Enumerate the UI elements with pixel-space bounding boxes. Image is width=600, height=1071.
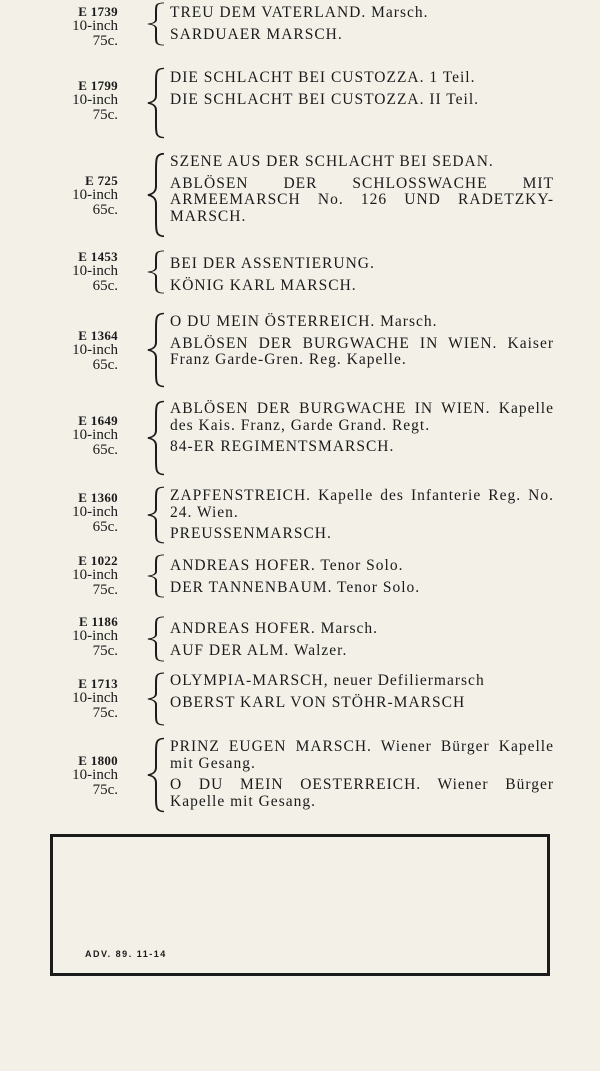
- record-number: E 1649: [78, 413, 118, 428]
- title-side-b: 84-ER REGIMENTSMARSCH.: [170, 438, 395, 455]
- record-titles: [170, 739, 554, 810]
- title-side-b: OBERST KARL VON STÖHR-MARSCH: [170, 693, 466, 711]
- record-number: E 1453: [78, 249, 118, 264]
- record-titles: [170, 488, 554, 543]
- record-number: E 1739: [78, 4, 118, 19]
- record-number: E 1360: [78, 490, 118, 505]
- title-side-a: PRINZ EUGEN MARSCH. Wiener Bürger Kapelle mit Gesang.: [170, 738, 554, 772]
- record-price: 65c.: [92, 357, 118, 373]
- record-info: [46, 753, 118, 798]
- advertisement-code: ADV. 89. 11-14: [85, 949, 167, 959]
- brace: [142, 672, 168, 726]
- record-info: [46, 614, 118, 659]
- brace: [142, 737, 168, 813]
- title-side-a: ANDREAS HOFER. Tenor Solo.: [170, 557, 404, 574]
- record-titles: [170, 256, 554, 294]
- title-side-a: O DU MEIN ÖSTERREICH. Marsch.: [170, 313, 438, 330]
- record-size: 10-inch: [72, 504, 118, 520]
- record-size: 10-inch: [72, 92, 118, 108]
- record-price: 75c.: [92, 107, 118, 123]
- record-titles: [170, 621, 554, 659]
- record-price: 75c.: [92, 33, 118, 49]
- record-size: 10-inch: [72, 187, 118, 203]
- brace: [142, 616, 168, 662]
- record-size: 10-inch: [72, 628, 118, 644]
- record-number: E 725: [85, 173, 118, 188]
- record-number: E 1799: [78, 78, 118, 93]
- record-size: 10-inch: [72, 18, 118, 34]
- record-price: 75c.: [92, 643, 118, 659]
- record-info: [46, 676, 118, 721]
- title-side-b: ABLÖSEN DER SCHLOSSWACHE MIT ARMEEMARSCH No. 126 UND RADETZKY-MARSCH.: [170, 174, 554, 225]
- record-number: E 1800: [78, 753, 118, 768]
- record-price: 65c.: [92, 519, 118, 535]
- title-side-a: TREU DEM VATERLAND. Marsch.: [170, 4, 429, 21]
- record-size: 10-inch: [72, 690, 118, 706]
- record-price: 65c.: [92, 278, 118, 294]
- record-titles: [170, 401, 554, 456]
- title-side-b: DIE SCHLACHT BEI CUSTOZZA. II Teil.: [170, 90, 480, 108]
- title-side-b: SARDUAER MARSCH.: [170, 25, 343, 43]
- title-side-b: PREUSSENMARSCH.: [170, 525, 332, 542]
- record-price: 65c.: [92, 202, 118, 218]
- record-info: [46, 413, 118, 458]
- brace: [142, 486, 168, 544]
- record-info: [46, 78, 118, 123]
- brace: [142, 152, 168, 238]
- title-side-b: ABLÖSEN DER BURGWACHE IN WIEN. Kaiser Franz Garde-Gren. Reg. Kapelle.: [170, 334, 554, 368]
- record-titles: [170, 314, 554, 369]
- record-size: 10-inch: [72, 342, 118, 358]
- record-price: 75c.: [92, 582, 118, 598]
- record-size: 10-inch: [72, 567, 118, 583]
- record-price: 75c.: [92, 705, 118, 721]
- title-side-a: ABLÖSEN DER BURGWACHE IN WIEN. Kapelle des Kais. Franz, Garde Grand. Regt.: [170, 400, 554, 434]
- brace: [142, 250, 168, 294]
- record-size: 10-inch: [72, 263, 118, 279]
- record-info: [46, 249, 118, 294]
- record-number: E 1186: [78, 614, 118, 629]
- record-titles: [170, 70, 554, 108]
- title-side-a: DIE SCHLACHT BEI CUSTOZZA. 1 Teil.: [170, 69, 476, 86]
- record-info: [46, 328, 118, 373]
- record-size: 10-inch: [72, 427, 118, 443]
- brace: [142, 2, 168, 46]
- title-side-a: OLYMPIA-MARSCH, neuer Defiliermarsch: [170, 672, 485, 689]
- title-side-b: DER TANNENBAUM. Tenor Solo.: [170, 578, 421, 596]
- title-side-b: KÖNIG KARL MARSCH.: [170, 276, 357, 294]
- brace: [142, 67, 168, 139]
- dealer-imprint-box: [50, 834, 550, 976]
- title-side-b: O DU MEIN OESTERREICH. Wiener Bürger Kapelle mit Gesang.: [170, 776, 554, 810]
- brace: [142, 312, 168, 388]
- record-titles: [170, 558, 554, 596]
- record-price: 65c.: [92, 442, 118, 458]
- title-side-b: AUF DER ALM. Walzer.: [170, 641, 348, 659]
- record-info: [46, 4, 118, 49]
- record-info: [46, 173, 118, 218]
- record-number: E 1022: [78, 553, 118, 568]
- brace: [142, 554, 168, 598]
- title-side-a: SZENE AUS DER SCHLACHT BEI SEDAN.: [170, 153, 494, 170]
- record-info: [46, 553, 118, 598]
- title-side-a: ZAPFENSTREICH. Kapelle des Infanterie Reg. No. 24. Wien.: [170, 487, 554, 521]
- record-info: [46, 490, 118, 535]
- title-side-a: ANDREAS HOFER. Marsch.: [170, 620, 378, 637]
- record-titles: [170, 154, 554, 225]
- record-number: E 1364: [78, 328, 118, 343]
- record-titles: [170, 673, 554, 711]
- brace: [142, 400, 168, 476]
- title-side-a: BEI DER ASSENTIERUNG.: [170, 255, 375, 272]
- record-size: 10-inch: [72, 767, 118, 783]
- record-price: 75c.: [92, 782, 118, 798]
- record-titles: [170, 5, 554, 43]
- record-number: E 1713: [78, 676, 118, 691]
